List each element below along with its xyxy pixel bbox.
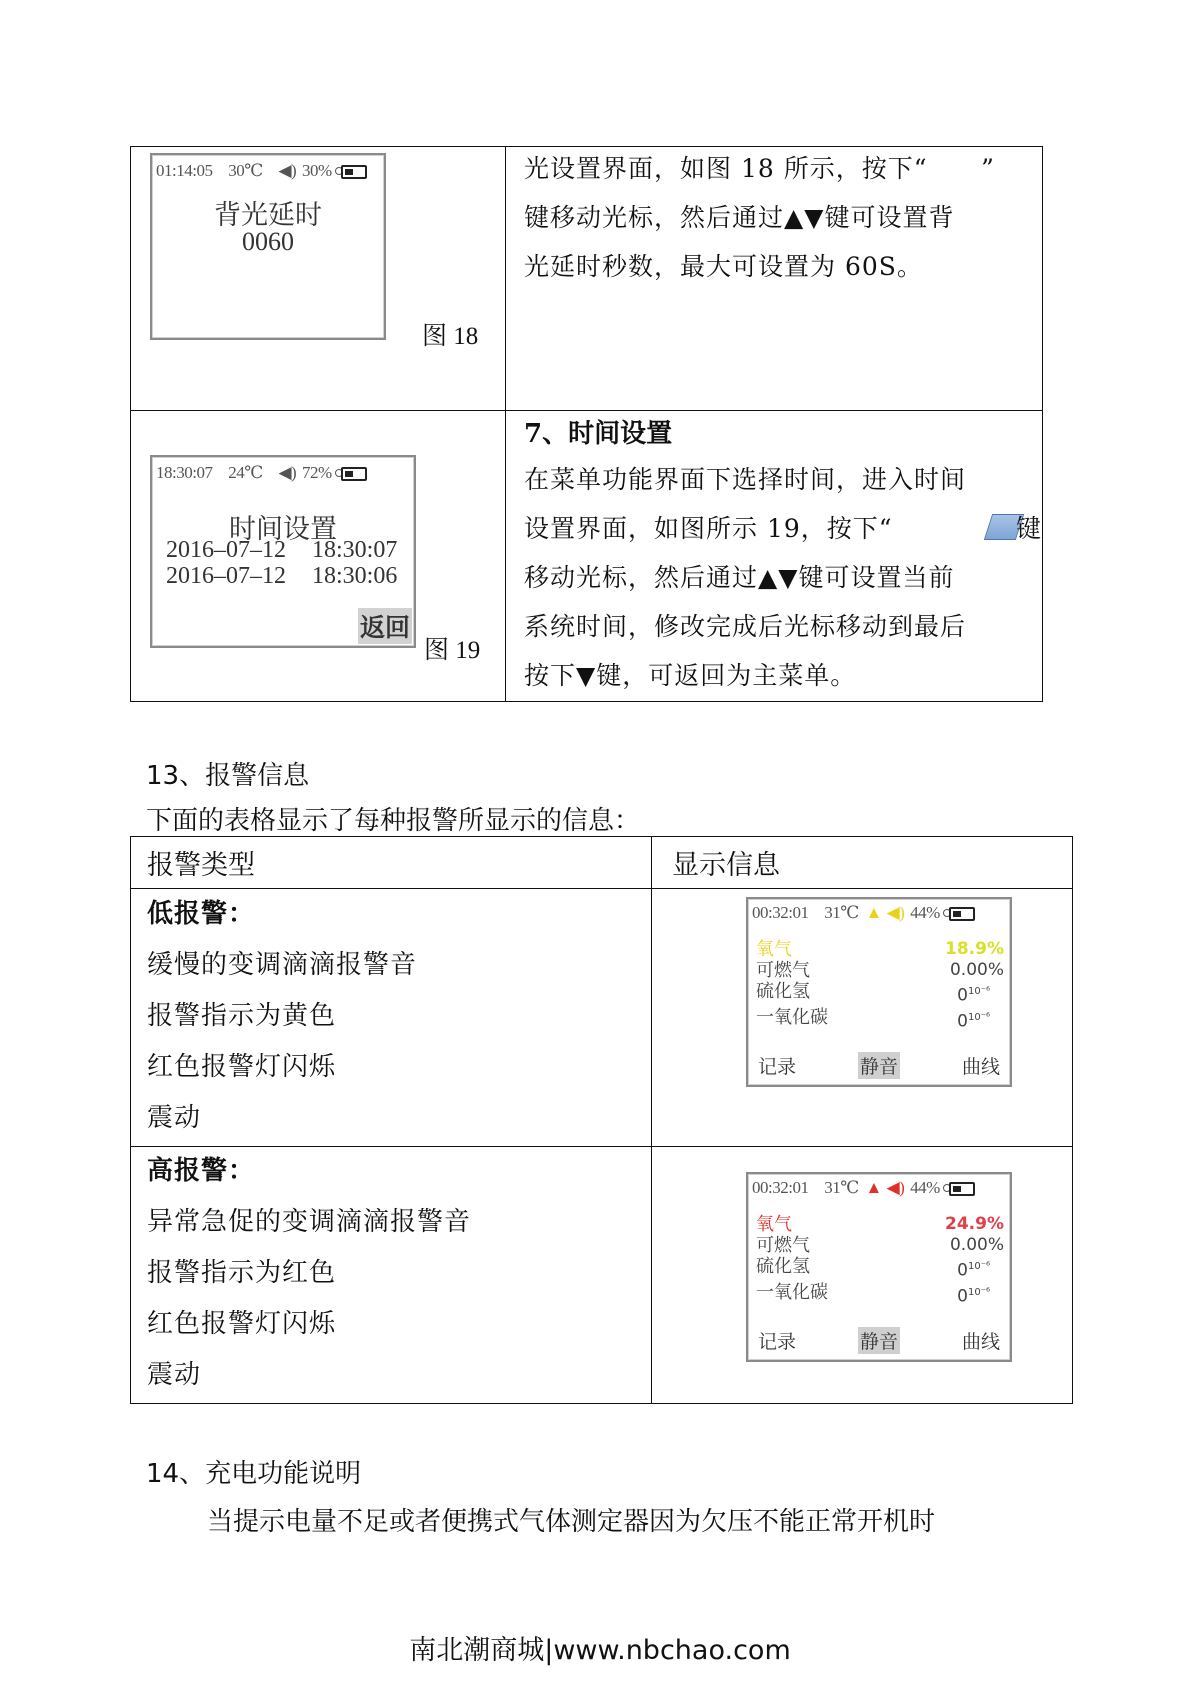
section-14-text: 当提示电量不足或者便携式气体测定器因为欠压不能正常开机时 (207, 1507, 936, 1537)
time-setting-screen (150, 455, 416, 648)
gas-value: 18.9% (945, 939, 1004, 959)
warning-icon: ▲ (865, 903, 882, 922)
battery-icon (335, 161, 379, 181)
low-alarm-screen (746, 897, 1012, 1087)
backlight-screen (150, 153, 386, 340)
gas-name: 硫化氢 (756, 1256, 810, 1277)
gas-name: 一氧化碳 (756, 1006, 828, 1028)
text-line: 系统时间，修改完成后光标移动到最后 (524, 612, 967, 641)
status-bar (156, 161, 391, 181)
gas-value: $0^{10^{-6}}$ (957, 1260, 990, 1281)
warning-icon: ▲ (865, 1178, 882, 1197)
softkey-record[interactable]: 记录 (758, 1331, 797, 1353)
screen-time: 00:32:01 (752, 1178, 809, 1197)
status-bar (752, 903, 999, 923)
screen-temp: 31℃ (824, 1178, 859, 1197)
gas-row-combustible (756, 960, 1004, 981)
alarm-detail: 红色报警灯闪烁 (147, 1309, 337, 1339)
speaker-icon: ◀) (886, 903, 905, 922)
section-13-title: 13、报警信息 (146, 761, 310, 791)
screen-time: 18:30:07 (156, 463, 213, 482)
screen-title: 背光延时 (214, 200, 322, 231)
alarm-detail: 震动 (147, 1103, 202, 1133)
gas-name: 可燃气 (756, 1235, 810, 1256)
softkey-curve[interactable]: 曲线 (961, 1331, 1000, 1353)
alarm-detail: 报警指示为红色 (147, 1258, 337, 1288)
screen-time: 01:14:05 (156, 161, 213, 180)
text-line: 键移动光标，然后通过▲▼键可设置背 (524, 203, 955, 232)
alarm-detail: 缓慢的变调滴滴报警音 (147, 950, 418, 980)
gas-row-combustible (756, 1235, 1004, 1256)
alarm-detail: 异常急促的变调滴滴报警音 (147, 1207, 472, 1237)
gas-row-h2s (756, 1256, 1004, 1282)
status-bar (752, 1178, 999, 1198)
battery-percent: 72% (301, 463, 332, 482)
softkey-record[interactable]: 记录 (758, 1056, 797, 1078)
text-line: 光设置界面，如图 18 所示，按下“ ” (524, 154, 995, 183)
battery-icon (943, 1178, 987, 1198)
screen-temp: 30℃ (228, 161, 263, 180)
gas-value: $0^{10^{-6}}$ (957, 1011, 990, 1032)
gas-name: 氧气 (756, 1214, 792, 1235)
section-13-intro: 下面的表格显示了每种报警所显示的信息： (146, 806, 641, 836)
battery-percent: 30% (301, 161, 332, 180)
section-14-title: 14、充电功能说明 (146, 1459, 362, 1489)
gas-readings (756, 939, 1004, 1032)
backlight-value: 0060 (242, 227, 294, 256)
screen-time: 00:32:01 (752, 903, 809, 922)
gas-row-oxygen (756, 1214, 1004, 1235)
softkey-bar (758, 1327, 1000, 1354)
text-line: 按下▼键，可返回为主菜单。 (524, 661, 857, 690)
time-setting-heading: 7、时间设置 (524, 419, 673, 449)
speaker-icon: ◀) (278, 161, 297, 180)
time-value: 18:30:07 (312, 537, 398, 563)
speaker-icon: ◀) (278, 463, 297, 482)
softkey-curve[interactable]: 曲线 (961, 1056, 1000, 1078)
screen-temp: 24℃ (228, 463, 263, 482)
gas-name: 氧气 (756, 939, 792, 960)
screen-temp: 31℃ (824, 903, 859, 922)
figure-19-label: 图 19 (424, 637, 481, 664)
battery-percent: 44% (910, 1178, 940, 1197)
datetime-row-current (166, 537, 397, 564)
battery-percent: 44% (910, 903, 940, 922)
text-line: 在菜单功能界面下选择时间，进入时间 (524, 465, 967, 494)
status-bar (156, 463, 391, 483)
header-display-info: 显示信息 (672, 850, 780, 881)
gas-name: 一氧化碳 (756, 1281, 828, 1303)
gas-row-oxygen (756, 939, 1004, 960)
row2-text (524, 455, 1044, 700)
footer-watermark: 南北潮商城|www.nbchao.com (409, 1635, 791, 1666)
gas-readings (756, 1214, 1004, 1307)
high-alarm-details (147, 1146, 471, 1401)
softkey-bar (758, 1052, 1000, 1079)
date-value: 2016–07–12 (166, 563, 286, 589)
column-divider (651, 837, 652, 1403)
text-line: 光延时秒数，最大可设置为 60S。 (524, 252, 923, 281)
gas-value: $0^{10^{-6}}$ (957, 1286, 990, 1307)
gas-value: 0.00% (949, 960, 1004, 980)
alarm-detail: 震动 (147, 1360, 202, 1390)
figure-18-label: 图 18 (422, 323, 479, 350)
date-value: 2016–07–12 (166, 537, 286, 563)
gas-row-co (756, 1282, 1004, 1308)
header-alarm-type: 报警类型 (147, 850, 255, 881)
gas-value: 24.9% (945, 1214, 1004, 1234)
speaker-icon: ◀) (886, 1178, 905, 1197)
gas-row-co (756, 1007, 1004, 1033)
row1-text (524, 144, 1034, 291)
gas-name: 可燃气 (756, 960, 810, 981)
low-alarm-details (147, 889, 417, 1144)
softkey-mute[interactable]: 静音 (858, 1327, 900, 1354)
high-alarm-screen (746, 1172, 1012, 1362)
column-divider (505, 147, 506, 701)
alarm-type-label: 低报警： (147, 899, 256, 929)
text-line: 设置界面，如图所示 19，按下“ 键 (524, 514, 1043, 543)
time-value: 18:30:06 (312, 563, 398, 589)
battery-icon (335, 463, 379, 483)
alarm-detail: 报警指示为黄色 (147, 1001, 337, 1031)
datetime-row-edit (166, 563, 397, 590)
softkey-mute[interactable]: 静音 (858, 1052, 900, 1079)
gas-row-h2s (756, 981, 1004, 1007)
battery-icon (943, 903, 987, 923)
gas-name: 硫化氢 (756, 981, 810, 1002)
row-divider (131, 410, 1042, 411)
alarm-type-label: 高报警： (147, 1156, 256, 1186)
back-button[interactable]: 返回 (358, 608, 412, 644)
text-line: 移动光标，然后通过▲▼键可设置当前 (524, 563, 955, 592)
alarm-detail: 红色报警灯闪烁 (147, 1052, 337, 1082)
gas-value: $0^{10^{-6}}$ (957, 985, 990, 1006)
gas-value: 0.00% (949, 1235, 1004, 1255)
screen-title: 时间设置 (229, 514, 337, 545)
